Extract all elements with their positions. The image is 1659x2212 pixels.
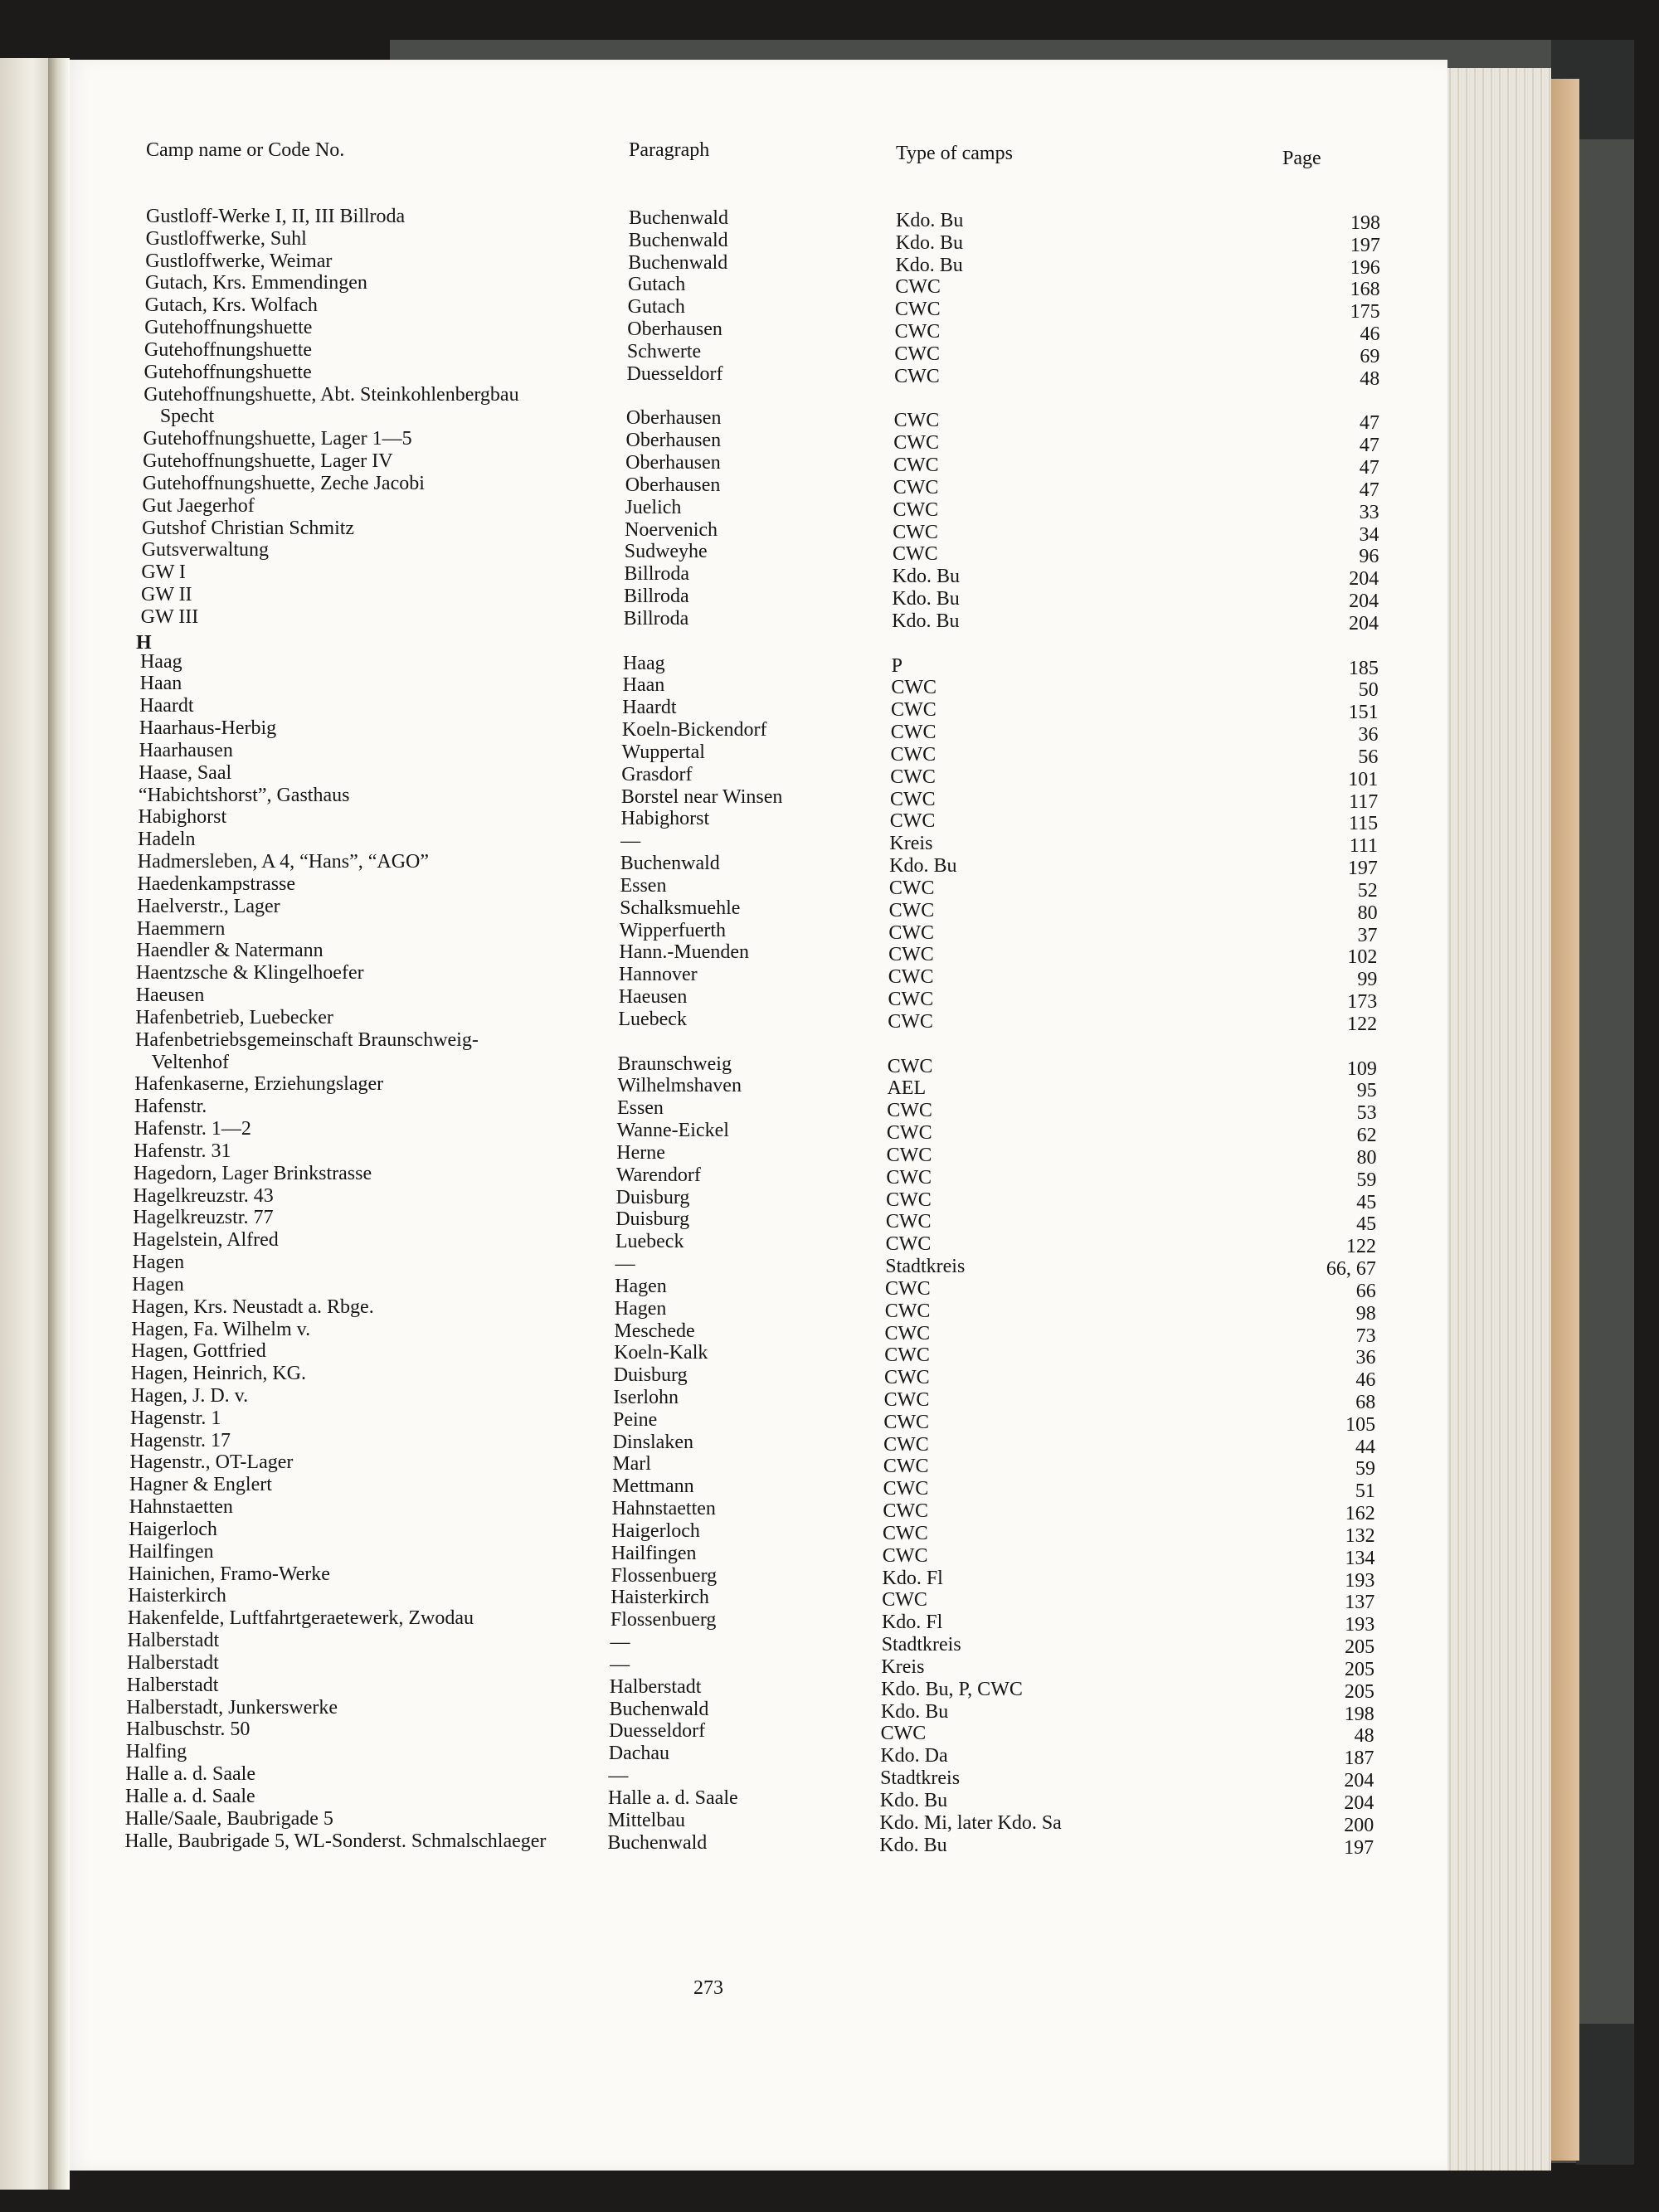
paragraph: Dachau (608, 1743, 670, 1765)
camp-name: Halle, Baubrigade 5, WL-Sonderst. Schmalschlaeger (124, 1830, 547, 1852)
camp-name: Haeusen (135, 984, 205, 1007)
camp-name: Hailfingen (128, 1540, 214, 1563)
paragraph: Billroda (624, 586, 689, 608)
camp-name: Haedenkampstrasse (137, 873, 296, 895)
paragraph: Buchenwald (629, 207, 728, 229)
camp-name: Hagelkreuzstr. 43 (133, 1184, 274, 1207)
page-ref: 34 (1359, 523, 1379, 546)
paragraph: Peine (613, 1408, 658, 1431)
page-ref: 115 (1348, 813, 1379, 835)
camp-name: Halberstadt, Junkerswerke (126, 1696, 338, 1719)
camp-type: CWC (890, 766, 936, 788)
camp-type: Kdo. Bu (889, 855, 957, 878)
paragraph: — (610, 1653, 630, 1675)
camp-type: CWC (887, 1100, 932, 1122)
page-ref: 117 (1349, 790, 1379, 813)
paragraph: Billroda (623, 607, 689, 630)
camp-name: Gut Jaegerhof (142, 494, 255, 517)
paragraph: Billroda (624, 563, 690, 586)
page-ref: 48 (1360, 367, 1380, 390)
page-ref: 197 (1350, 234, 1380, 256)
paragraph: Wanne-Eickel (616, 1120, 729, 1142)
page-ref: 204 (1344, 1791, 1374, 1814)
page-ref: 197 (1347, 858, 1378, 880)
page-ref: 137 (1345, 1592, 1375, 1614)
camp-type: CWC (883, 1411, 930, 1433)
camp-name: Haigerloch (129, 1518, 217, 1540)
paragraph: Oberhausen (625, 474, 721, 496)
page-ref: 50 (1358, 679, 1379, 702)
camp-name: “Habichtshorst”, Gasthaus (138, 784, 350, 806)
camp-type: CWC (888, 966, 934, 989)
page-ref: 198 (1344, 1703, 1374, 1725)
paragraph: Flossenbuerg (610, 1609, 717, 1631)
camp-name: Haardt (139, 695, 194, 717)
header-type-of-camps: Type of camps (896, 143, 1013, 164)
camp-type: CWC (888, 944, 934, 966)
page-ref: 56 (1358, 746, 1379, 768)
camp-name: Veltenhof (151, 1051, 229, 1073)
camp-name: Haentzsche & Klingelhoefer (136, 962, 364, 984)
camp-type: CWC (883, 1388, 930, 1411)
camp-type: Kdo. Bu (895, 231, 964, 254)
paragraph: Mettmann (611, 1475, 694, 1498)
page-ref: 99 (1357, 969, 1378, 991)
paragraph: Grasdorf (621, 763, 693, 785)
camp-type: Kdo. Bu (880, 1700, 949, 1723)
camp-type: CWC (891, 677, 937, 699)
page-ref: 48 (1354, 1725, 1374, 1748)
paragraph: Marl (612, 1453, 651, 1475)
paragraph: Schalksmuehle (620, 897, 741, 919)
paragraph: Oberhausen (625, 407, 722, 430)
paragraph: Wipperfuerth (619, 919, 727, 941)
page-ref: 205 (1344, 1680, 1374, 1703)
camp-name: Hagen (132, 1273, 184, 1296)
camp-type: Kdo. Bu (879, 1789, 948, 1811)
camp-type: CWC (885, 1277, 931, 1300)
camp-name: Hagenstr., OT-Lager (129, 1451, 294, 1474)
page-ref: 73 (1355, 1325, 1376, 1347)
camp-name: Hagen, Heinrich, KG. (130, 1363, 306, 1385)
page-ref: 111 (1349, 835, 1378, 858)
camp-name: Hagen, Gottfried (131, 1340, 266, 1363)
camp-name: Habighorst (138, 806, 227, 829)
camp-type: CWC (893, 432, 939, 455)
page-ref: 96 (1359, 546, 1379, 568)
camp-name: Hafenstr. 1—2 (134, 1118, 251, 1140)
header-page: Page (1282, 148, 1321, 169)
paragraph: Essen (616, 1097, 664, 1120)
page-ref: 68 (1355, 1391, 1376, 1413)
paragraph: Schwerte (626, 340, 702, 362)
paragraph: Luebeck (615, 1231, 684, 1253)
camp-type: CWC (895, 276, 941, 299)
camp-name: Hafenbetrieb, Luebecker (135, 1006, 333, 1028)
header-paragraph: Paragraph (629, 139, 710, 161)
page-ref: 204 (1349, 591, 1379, 613)
camp-name: Hagedorn, Lager Brinkstrasse (133, 1162, 372, 1184)
camp-name: Hakenfelde, Luftfahrtgeraetewerk, Zwodau (127, 1607, 474, 1630)
paragraph: Luebeck (618, 1008, 687, 1030)
camp-type: Kdo. Bu (879, 1834, 947, 1856)
camp-name: Haarhausen (139, 739, 233, 761)
paragraph: Buchenwald (607, 1831, 708, 1854)
paragraph: Oberhausen (625, 430, 722, 452)
paragraph: Haisterkirch (611, 1587, 709, 1609)
camp-name: Hafenkaserne, Erziehungslager (134, 1073, 384, 1096)
page-ref: 46 (1360, 323, 1380, 346)
page-ref: 80 (1356, 1146, 1377, 1169)
camp-name: Hahnstaetten (129, 1496, 233, 1519)
camp-type: CWC (893, 521, 938, 543)
camp-type: CWC (892, 543, 938, 566)
paragraph: Duesseldorf (626, 362, 723, 385)
page-ref: 37 (1357, 924, 1378, 946)
page-ref: 45 (1356, 1213, 1377, 1236)
camp-name: Halbuschstr. 50 (126, 1719, 251, 1741)
paragraph: Haan (622, 674, 665, 697)
camp-name: Hagen, Fa. Wilhelm v. (131, 1318, 311, 1340)
camp-name: Halfing (125, 1741, 187, 1763)
cover-corner (1576, 2024, 1634, 2165)
camp-type: CWC (894, 299, 941, 321)
camp-type: Kreis (889, 833, 933, 855)
camp-name: Gutach, Krs. Emmendingen (144, 272, 367, 294)
camp-type: Kdo. Bu, P, CWC (881, 1678, 1023, 1700)
camp-type: Kdo. Bu (892, 566, 961, 588)
camp-name: Hafenbetriebsgemeinschaft Braunschweig- (135, 1028, 479, 1051)
camp-type: CWC (884, 1322, 931, 1344)
camp-name: Halberstadt (127, 1630, 220, 1652)
paragraph: Gutach (627, 274, 686, 296)
page-ref: 52 (1357, 879, 1378, 902)
page-gutter (48, 58, 70, 2190)
paragraph: Habighorst (620, 808, 710, 830)
camp-name: Gutehoffnungshuette (144, 338, 313, 361)
paragraph: Buchenwald (628, 229, 728, 251)
paragraph: Warendorf (615, 1164, 701, 1186)
paragraph: Haag (622, 652, 665, 674)
page-ref: 47 (1360, 412, 1380, 435)
camp-name: Haemmern (136, 917, 226, 940)
paragraph: Braunschweig (617, 1053, 732, 1075)
paragraph: Hannover (619, 964, 698, 986)
paragraph: Koeln-Kalk (614, 1342, 708, 1364)
paragraph: Buchenwald (609, 1698, 709, 1720)
paragraph: Sudweyhe (624, 541, 708, 563)
page-ref: 122 (1347, 1013, 1378, 1035)
page-ref: 175 (1350, 301, 1380, 323)
paragraph: Wilhelmshaven (617, 1075, 742, 1097)
camp-type: CWC (893, 498, 939, 521)
camp-name: Halberstadt (127, 1651, 219, 1674)
camp-name: Hagelkreuzstr. 77 (133, 1207, 274, 1229)
paragraph: Hailfingen (611, 1542, 697, 1564)
paragraph: Haigerloch (611, 1519, 700, 1542)
camp-type: CWC (886, 1166, 932, 1189)
camp-type: CWC (883, 1433, 929, 1456)
camp-type: Stadtkreis (881, 1634, 961, 1656)
camp-type: CWC (888, 1010, 933, 1033)
camp-type: CWC (894, 365, 940, 387)
paragraph: Herne (616, 1141, 665, 1164)
page-ref: 205 (1345, 1636, 1375, 1659)
paragraph: Hagen (614, 1297, 667, 1320)
camp-type: Kdo. Bu (896, 210, 964, 231)
page-ref: 66 (1355, 1280, 1376, 1302)
camp-name: Hagelstein, Alfred (132, 1229, 279, 1252)
paragraph: Juelich (625, 496, 682, 518)
page-ref: 45 (1356, 1191, 1377, 1213)
page-ref: 204 (1349, 612, 1379, 634)
page-number: 273 (693, 1977, 723, 1999)
page-ref: 47 (1359, 457, 1379, 479)
paragraph: — (608, 1765, 629, 1787)
camp-type: CWC (889, 788, 936, 810)
book-edge (1551, 79, 1579, 2161)
camp-name: Specht (159, 406, 215, 428)
page-ref: 51 (1355, 1480, 1375, 1503)
page-ref: 200 (1344, 1814, 1374, 1836)
camp-name: GW I (141, 562, 186, 584)
paragraph: Duisburg (613, 1364, 688, 1387)
camp-type: P (891, 654, 902, 677)
paragraph: Buchenwald (620, 853, 720, 875)
page-ref: 47 (1359, 435, 1379, 457)
camp-name: GW III (140, 605, 199, 628)
paragraph: Iserlohn (613, 1386, 679, 1408)
paragraph: Buchenwald (628, 251, 728, 274)
camp-type: CWC (889, 810, 936, 833)
page-ref: 205 (1344, 1658, 1374, 1680)
page-ref: 151 (1348, 702, 1379, 724)
camp-type: Kdo. Bu (895, 254, 963, 276)
camp-type: CWC (888, 921, 935, 944)
camp-name: Haisterkirch (128, 1585, 226, 1607)
camp-type: CWC (888, 989, 934, 1011)
page-ref: 193 (1345, 1569, 1375, 1592)
camp-type: CWC (893, 476, 939, 498)
book-page (66, 60, 1447, 2171)
page-ref: 69 (1360, 345, 1380, 367)
camp-name: Hafenstr. 31 (134, 1140, 231, 1162)
camp-name: Hagen, Krs. Neustadt a. Rbge. (131, 1296, 374, 1318)
page-ref: 162 (1345, 1503, 1375, 1525)
page-ref: 47 (1359, 479, 1379, 501)
camp-name: Hagenstr. 1 (130, 1407, 221, 1429)
camp-type: CWC (894, 343, 941, 365)
paragraph: Hahnstaetten (611, 1498, 716, 1520)
camp-name: Haase, Saal (139, 761, 232, 784)
page-ref: 80 (1357, 902, 1378, 924)
camp-type: CWC (885, 1211, 932, 1233)
page-ref: 173 (1347, 991, 1378, 1014)
camp-name: Gutehoffnungshuette (144, 317, 313, 339)
camp-type: CWC (883, 1456, 929, 1478)
camp-type: Kdo. Fl (881, 1612, 943, 1634)
camp-type: CWC (883, 1478, 929, 1500)
paragraph: Oberhausen (627, 318, 722, 341)
camp-type: Kreis (881, 1655, 925, 1678)
paragraph: Duisburg (615, 1208, 690, 1231)
page-ref: 122 (1346, 1236, 1377, 1258)
page-ref: 59 (1356, 1169, 1377, 1191)
header-camp-name: Camp name or Code No. (146, 139, 345, 161)
camp-type: CWC (886, 1122, 932, 1145)
camp-name: Hadmersleben, A 4, “Hans”, “AGO” (137, 851, 430, 873)
page-ref: 196 (1350, 256, 1380, 279)
page-ref: 134 (1345, 1547, 1375, 1569)
camp-name: Hagner & Englert (129, 1474, 272, 1496)
page-ref: 105 (1345, 1413, 1376, 1436)
page-ref: 102 (1347, 946, 1378, 969)
camp-name: Gustloffwerke, Weimar (145, 250, 333, 272)
page-ref: 101 (1348, 768, 1379, 790)
paragraph: — (615, 1253, 635, 1275)
camp-type: CWC (883, 1522, 928, 1544)
camp-name: Gutach, Krs. Wolfach (144, 294, 318, 317)
paragraph: Haardt (622, 697, 677, 719)
camp-name: Hainichen, Framo-Werke (128, 1563, 330, 1585)
camp-name: Haelverstr., Lager (137, 895, 280, 917)
paragraph: Halberstadt (609, 1675, 702, 1698)
page-ref: 44 (1355, 1436, 1376, 1458)
camp-name: Haag (139, 650, 182, 673)
camp-name: Gutehoffnungshuette, Lager IV (143, 450, 393, 473)
camp-type: Kdo. Fl (882, 1567, 943, 1589)
page-ref: 187 (1344, 1748, 1374, 1770)
camp-type: CWC (880, 1723, 927, 1745)
camp-name: Halle a. d. Saale (125, 1785, 255, 1807)
camp-type: Kdo. Bu (892, 610, 960, 632)
paragraph: Meschede (614, 1320, 695, 1342)
camp-name: Haarhaus-Herbig (139, 717, 277, 740)
camp-type: CWC (893, 455, 939, 477)
camp-type: CWC (888, 877, 935, 899)
page-edges (1445, 68, 1551, 2171)
paragraph: Halle a. d. Saale (608, 1787, 738, 1809)
page-ref: 185 (1348, 657, 1379, 679)
paragraph: Haeusen (618, 986, 688, 1009)
page-ref: 168 (1350, 279, 1380, 301)
page-ref: 204 (1349, 568, 1379, 591)
paragraph: — (620, 830, 641, 853)
camp-name: Gutehoffnungshuette, Zeche Jacobi (142, 472, 425, 494)
paragraph: Noervenich (625, 518, 718, 541)
camp-name: Gutehoffnungshuette (144, 361, 312, 383)
page-ref: 66, 67 (1326, 1258, 1376, 1280)
paragraph: Gutach (627, 296, 685, 318)
camp-name: Hadeln (138, 829, 196, 851)
paragraph: Hann.-Muenden (619, 941, 750, 964)
page-ref: 36 (1358, 724, 1379, 746)
camp-name: Hafenstr. (134, 1096, 207, 1118)
camp-name: Gutshof Christian Schmitz (142, 517, 355, 539)
camp-name: Halle/Saale, Baubrigade 5 (124, 1807, 333, 1830)
camp-name: GW II (141, 584, 192, 606)
camp-type: AEL (887, 1077, 927, 1100)
paragraph: Koeln-Bickendorf (621, 719, 767, 741)
page-ref: 46 (1355, 1369, 1376, 1392)
page-ref: 193 (1345, 1614, 1375, 1636)
camp-type: CWC (890, 722, 937, 744)
paragraph: Wuppertal (621, 741, 705, 763)
camp-type: Stadtkreis (885, 1256, 966, 1277)
camp-name: Gustloff-Werke I, II, III Billroda (146, 206, 406, 227)
camp-name: Hagen, J. D. v. (130, 1384, 249, 1407)
paragraph: Dinslaken (612, 1431, 693, 1453)
camp-type: CWC (885, 1233, 932, 1256)
paragraph: Flossenbuerg (611, 1564, 718, 1587)
page-ref: 132 (1345, 1524, 1375, 1547)
camp-type: CWC (887, 1055, 933, 1077)
paragraph: Duisburg (615, 1186, 690, 1208)
camp-type: CWC (888, 899, 935, 921)
paragraph: — (610, 1631, 630, 1654)
camp-name: Gustloffwerke, Suhl (145, 227, 307, 250)
camp-type: CWC (890, 743, 937, 766)
camp-name: Hagen (132, 1252, 185, 1273)
paragraph: Duesseldorf (609, 1720, 706, 1743)
paragraph: Mittelbau (607, 1809, 686, 1831)
camp-type: CWC (894, 321, 941, 343)
camp-type: CWC (882, 1589, 927, 1612)
page-ref: 53 (1356, 1102, 1377, 1125)
page-ref: 197 (1344, 1836, 1374, 1859)
camp-name: Gutehoffnungshuette, Lager 1—5 (143, 428, 412, 450)
page-ref: 98 (1355, 1302, 1376, 1325)
page-ref: 204 (1344, 1770, 1374, 1792)
camp-type: CWC (884, 1344, 930, 1367)
camp-type: CWC (886, 1189, 932, 1211)
camp-type: Kdo. Bu (892, 588, 960, 610)
page-ref: 95 (1356, 1080, 1377, 1102)
section-letter: H (136, 631, 152, 654)
camp-type: CWC (893, 410, 940, 432)
camp-type: CWC (891, 699, 937, 722)
camp-type: Kdo. Mi, later Kdo. Sa (879, 1811, 1062, 1834)
paragraph: Hagen (615, 1275, 667, 1297)
page-ref: 109 (1346, 1057, 1377, 1080)
page-ref: 36 (1355, 1347, 1376, 1369)
page-ref: 59 (1355, 1458, 1375, 1480)
page-ref: 62 (1356, 1125, 1377, 1147)
camp-name: Gutehoffnungshuette, Abt. Steinkohlenbergbau (144, 383, 519, 406)
camp-type: CWC (883, 1500, 928, 1523)
camp-type: CWC (883, 1367, 930, 1389)
camp-type: CWC (882, 1544, 928, 1567)
paragraph: Borstel near Winsen (620, 785, 783, 808)
camp-name: Haan (139, 673, 182, 695)
camp-type: Kdo. Da (880, 1745, 948, 1767)
page-ref: 198 (1350, 212, 1380, 234)
camp-type: Stadtkreis (880, 1767, 961, 1790)
camp-name: Gutsverwaltung (141, 539, 270, 562)
camp-name: Hagenstr. 17 (129, 1429, 231, 1451)
camp-name: Halle a. d. Saale (125, 1763, 255, 1786)
camp-type: CWC (884, 1300, 931, 1322)
camp-name: Haendler & Natermann (136, 940, 324, 962)
paragraph: Oberhausen (625, 452, 721, 474)
paragraph: Essen (620, 874, 667, 897)
camp-name: Halberstadt (126, 1674, 219, 1696)
page-ref: 33 (1359, 501, 1379, 523)
camp-type: CWC (886, 1144, 932, 1166)
